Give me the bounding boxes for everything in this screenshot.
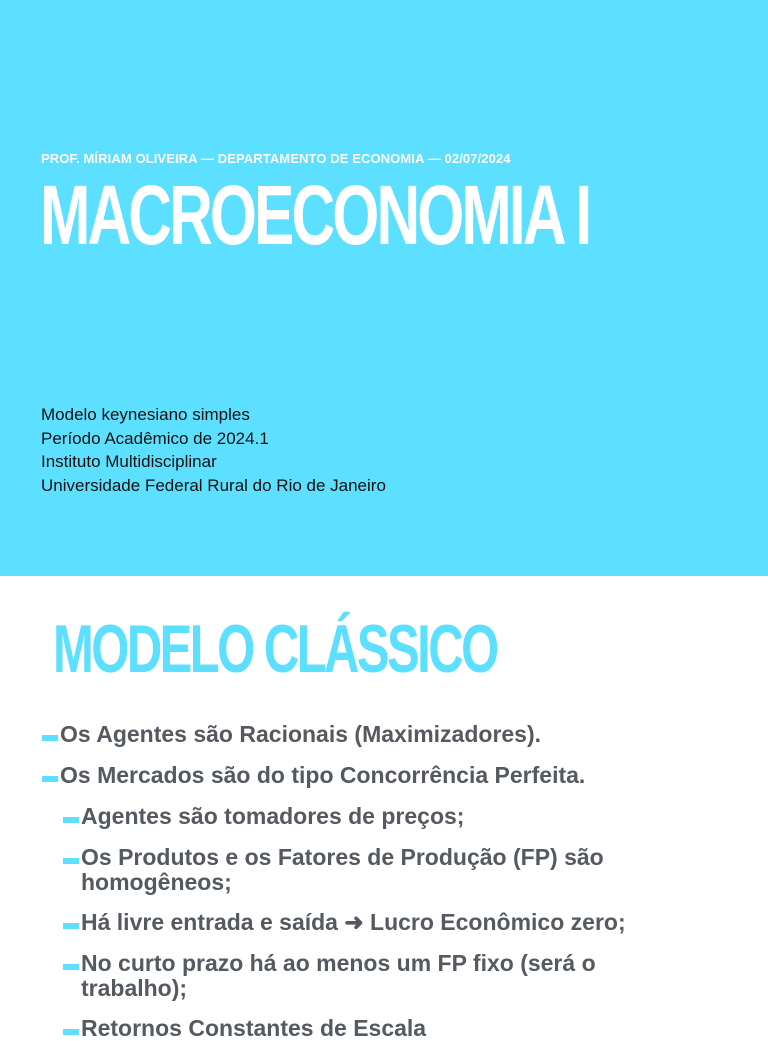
bullet-marker-icon [63,923,79,929]
bullet-marker-icon [42,735,58,741]
bullet-item: Os Mercados são do tipo Concorrência Perfeita. [60,763,750,788]
cover-title: MACROECONOMIA I [40,168,590,262]
cover-info-line: Instituto Multidisciplinar [41,452,217,471]
bullet-marker-icon [63,858,79,864]
bullet-item-sub: No curto prazo há ao menos um FP fixo (será o trabalho); [81,951,681,1000]
bullet-marker-icon [63,964,79,970]
bullet-marker-icon [63,1029,79,1035]
cover-info-line: Período Acadêmico de 2024.1 [41,428,269,448]
bullet-item-sub: Os Produtos e os Fatores de Produção (FP) são homogêneos; [81,845,681,894]
bullet-item-sub: Agentes são tomadores de preços; [81,804,741,829]
section-title: MODELO CLÁSSICO [53,611,497,687]
cover-info-line: Modelo keynesiano simples [41,405,250,424]
cover-meta: PROF. MÍRIAM OLIVEIRA — DEPARTAMENTO DE ECONOMIA — 02/07/2024 [41,151,511,166]
bullet-marker-icon [63,817,79,823]
bullet-marker-icon [42,776,58,782]
bullet-item: Os Agentes são Racionais (Maximizadores). [60,722,750,747]
cover-info [41,403,386,497]
bullet-item-sub: Retornos Constantes de Escala [81,1016,741,1041]
cover-info-line: Universidade Federal Rural do Rio de Janeiro [41,475,386,495]
bullet-item-sub: Há livre entrada e saída ➜ Lucro Econômico zero; [81,910,741,935]
